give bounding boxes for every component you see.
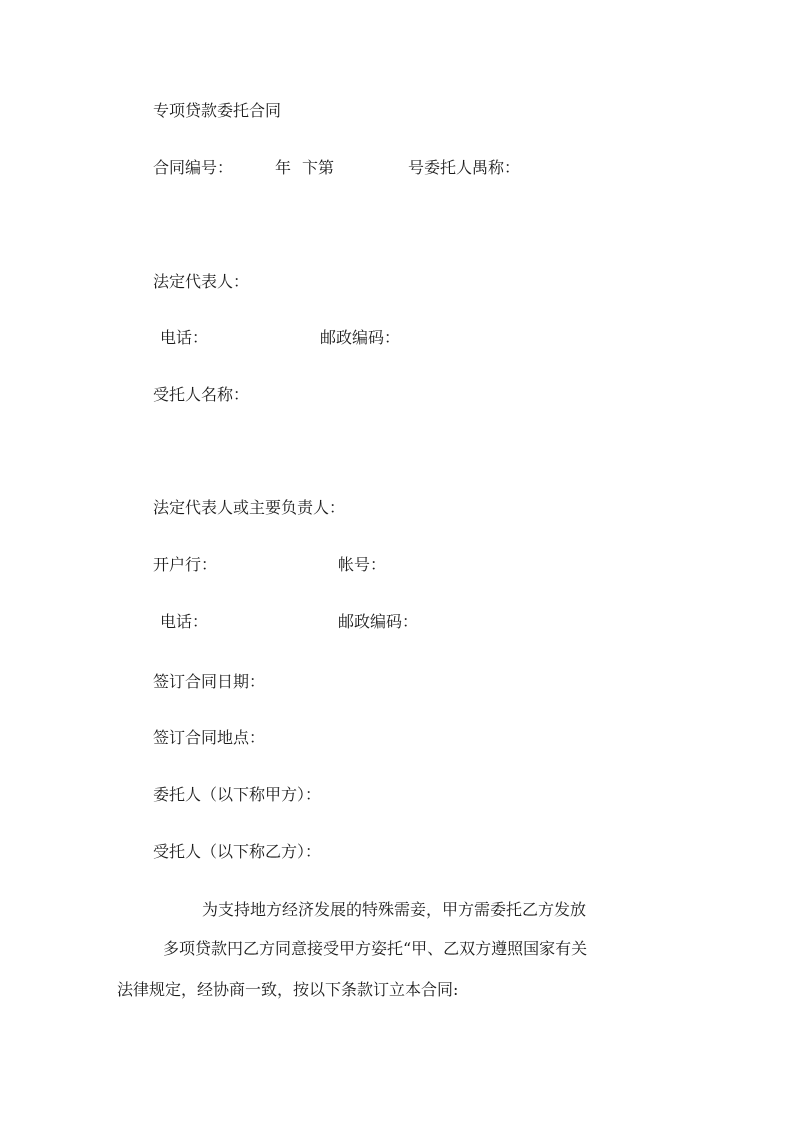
contract-number-row bbox=[153, 158, 553, 178]
sign-place-label: 签订合同地点： bbox=[153, 728, 266, 747]
trustee-contact-row bbox=[160, 612, 460, 632]
body-paragraph-line-3: 法律规定，经协商一致，按以下条款订立本合同: bbox=[117, 980, 459, 999]
contract-number-year: 年 bbox=[275, 158, 292, 177]
client-phone-label: 电话： bbox=[160, 328, 209, 347]
client-contact-row bbox=[160, 328, 460, 348]
trustee-representative-label: 法定代表人或主要负责人： bbox=[153, 498, 346, 517]
contract-number-mid: 卞第 bbox=[302, 158, 335, 177]
contract-number-label: 合同编号： bbox=[153, 158, 234, 177]
legal-representative-label: 法定代表人： bbox=[153, 272, 250, 291]
body-paragraph-line-2: 多项贷款円乙方同意接受甲方姿托“甲、乙双方遵照国家有关 bbox=[163, 939, 588, 958]
bank-label: 开户行： bbox=[153, 555, 218, 574]
party-a-label: 委托人（以下称甲方）： bbox=[153, 785, 322, 804]
party-b-label: 受托人（以下称乙方）： bbox=[153, 842, 322, 861]
client-name-label: 号委托人禺称： bbox=[408, 158, 521, 177]
sign-date-label: 签订合同日期： bbox=[153, 672, 266, 691]
bank-row bbox=[153, 555, 453, 575]
trustee-name-label: 受托人名称： bbox=[153, 385, 250, 404]
trustee-postcode-label: 邮政编码： bbox=[338, 612, 419, 631]
trustee-phone-label: 电话： bbox=[160, 612, 209, 631]
document-title: 专项贷款委托合同 bbox=[153, 101, 282, 120]
client-postcode-label: 邮政编码： bbox=[320, 328, 401, 347]
account-label: 帐号： bbox=[338, 555, 387, 574]
body-paragraph-line-1: 为支持地方经济发展的特殊需妾，甲方需委托乙方发放 bbox=[202, 900, 587, 919]
